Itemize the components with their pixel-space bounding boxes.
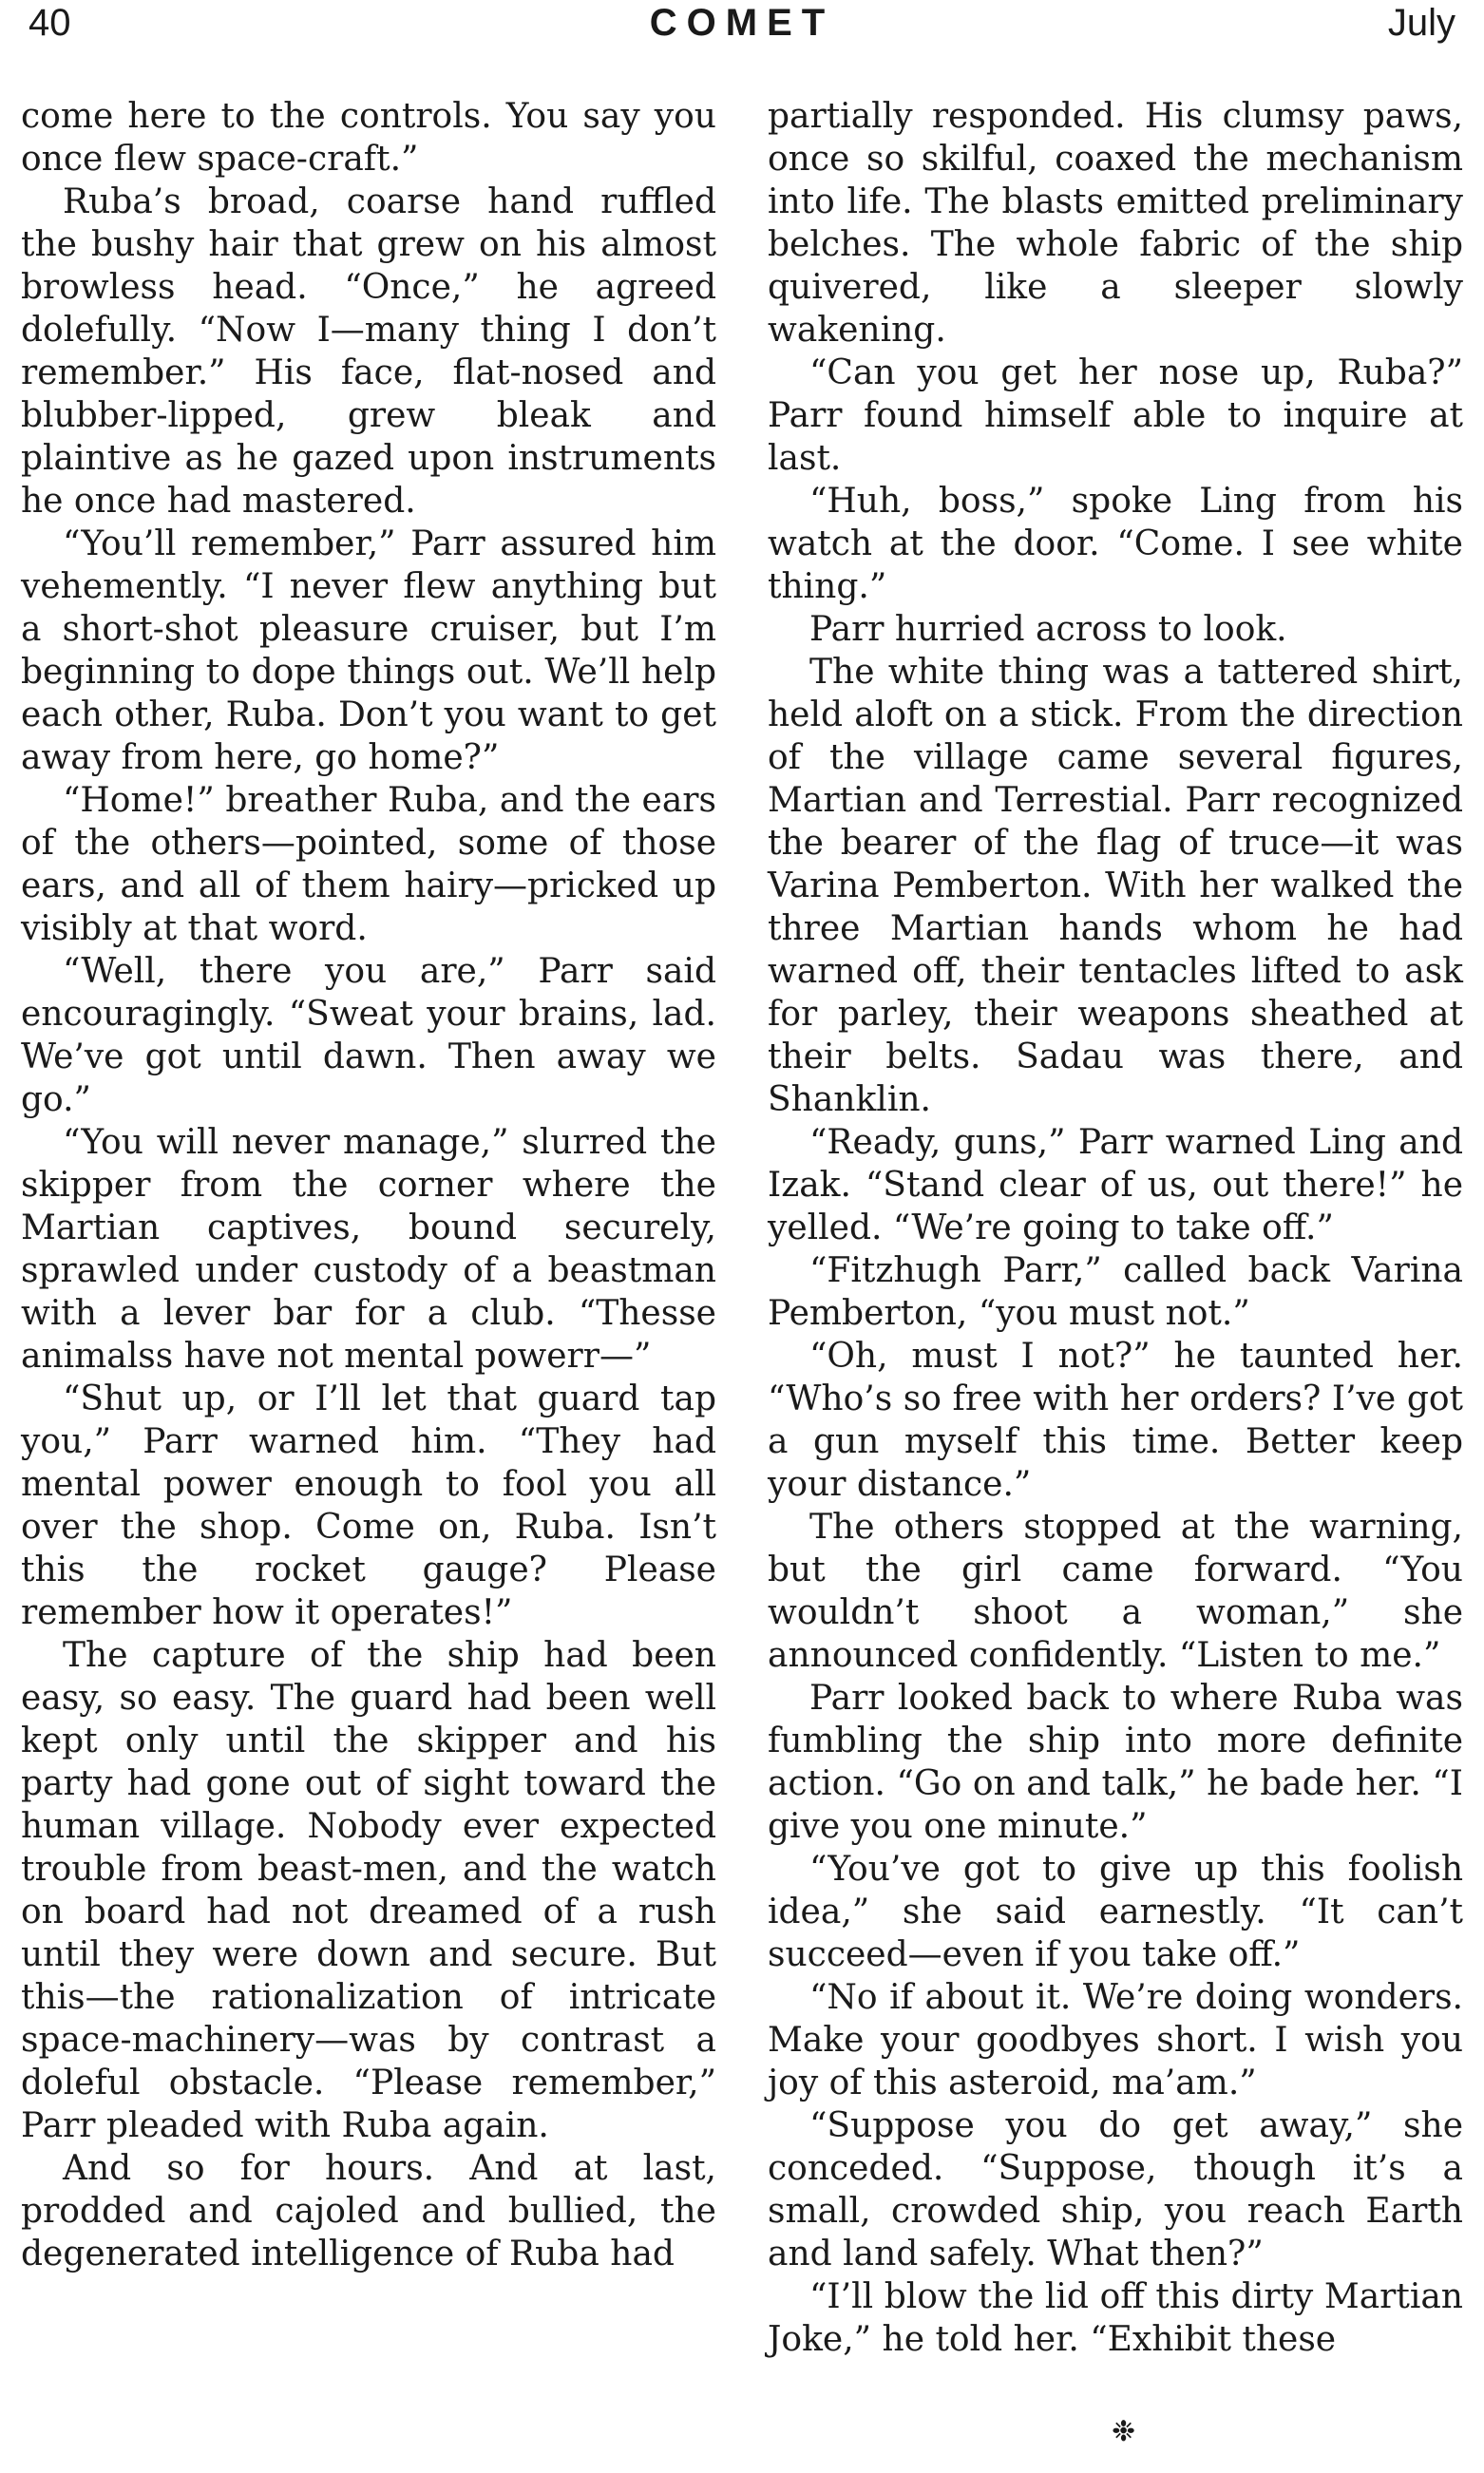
paragraph: “No if about it. We’re doing wonders. Make your goodbyes short. I wish you joy of this asteroid, ma’am.” [768,1978,1463,2102]
paragraph: “Ready, guns,” Parr warned Ling and Izak. “Stand clear of us, out there!” he yelled. “We’re going to take off.” [768,1123,1463,1247]
paragraph: “Suppose you do get away,” she conceded. “Suppose, though it’s a small, crowded ship, you reach Earth and land safely. What then?” [768,2106,1463,2273]
paragraph: “Shut up, or I’ll let that guard tap you,” Parr warned him. “They had mental power enough to fool you all over the shop. Come on, Ruba. Isn’t this the rocket gauge? Please remember how it operates!” [21,1379,716,1632]
paragraph: “Fitzhugh Parr,” called back Varina Pemberton, “you must not.” [768,1251,1463,1333]
page-mark-icon: ❉ [1112,2415,1136,2448]
left-column [21,95,716,2275]
paragraph: The others stopped at the warning, but the girl came forward. “You wouldn’t shoot a woman,” she announced confidently. “Listen to me.” [768,1508,1463,1675]
issue-month: July [1387,2,1455,44]
paragraph: “You will never manage,” slurred the skipper from the corner where the Martian captives, bound securely, sprawled under custody of a beastman with a lever bar for a club. “Thesse animalss have not mental powerr—” [21,1123,716,1376]
paragraph: “Oh, must I not?” he taunted her. “Who’s so free with her orders? I’ve got a gun myself this time. Better keep your distance.” [768,1337,1463,1504]
paragraph: come here to the controls. You say you once flew space-craft.” [21,97,716,179]
right-column [768,95,1463,2361]
paragraph: partially responded. His clumsy paws, once so skilful, coaxed the mechanism into life. The blasts emitted preliminary belches. The whole fabric of the ship quivered, like a sleeper slowly wakening. [768,97,1463,350]
paragraph: The capture of the ship had been easy, so easy. The guard had been well kept only until the skipper and his party had gone out of sight toward the human village. Nobody ever expected trouble from beast-men, and the watch on board had not dreamed of a rush until they were down and secure. But this—the rationalization of intricate space-machinery—was by contrast a doleful obstacle. “Please remember,” Parr pleaded with Ruba again. [21,1636,716,2145]
paragraph: “You’ve got to give up this foolish idea,” she said earnestly. “It can’t succeed—even if you take off.” [768,1850,1463,1974]
magazine-title: COMET [649,2,835,44]
paragraph: “Well, there you are,” Parr said encouragingly. “Sweat your brains, lad. We’ve got until dawn. Then away we go.” [21,952,716,1119]
paragraph: “Home!” breather Ruba, and the ears of the others—pointed, some of those ears, and all of them hairy—pricked up visibly at that word. [21,781,716,948]
paragraph: “I’ll blow the lid off this dirty Martian Joke,” he told her. “Exhibit these [768,2277,1463,2359]
paragraph: And so for hours. And at last, prodded and cajoled and bullied, the degenerated intelligence of Ruba had [21,2149,716,2273]
paragraph: Ruba’s broad, coarse hand ruffled the bushy hair that grew on his almost browless head. “Once,” he agreed dolefully. “Now I—many thing I don’t remember.” His face, flat-nosed and blubber-lipped, grew bleak and plaintive as he gazed upon instruments he once had mastered. [21,182,716,521]
paragraph: “You’ll remember,” Parr assured him vehemently. “I never flew anything but a short-shot pleasure cruiser, but I’m beginning to dope things out. We’ll help each other, Ruba. Don’t you want to get away from here, go home?” [21,524,716,777]
paragraph: The white thing was a tattered shirt, held aloft on a stick. From the direction of the village came several figures, Martian and Terrestial. Parr recognized the bearer of the flag of truce—it was Varina Pemberton. With her walked the three Martian hands whom he had warned off, their tentacles lifted to ask for parley, their weapons sheathed at their belts. Sadau was there, and Shanklin. [768,653,1463,1119]
page-header [29,2,1455,78]
paragraph: “Can you get her nose up, Ruba?” Parr found himself able to inquire at last. [768,353,1463,478]
paragraph: Parr hurried across to look. [809,610,1287,649]
paragraph: “Huh, boss,” spoke Ling from his watch at the door. “Come. I see white thing.” [768,482,1463,606]
paragraph: Parr looked back to where Ruba was fumbling the ship into more definite action. “Go on and talk,” he bade her. “I give you one minute.” [768,1679,1463,1846]
page-number: 40 [29,2,71,44]
